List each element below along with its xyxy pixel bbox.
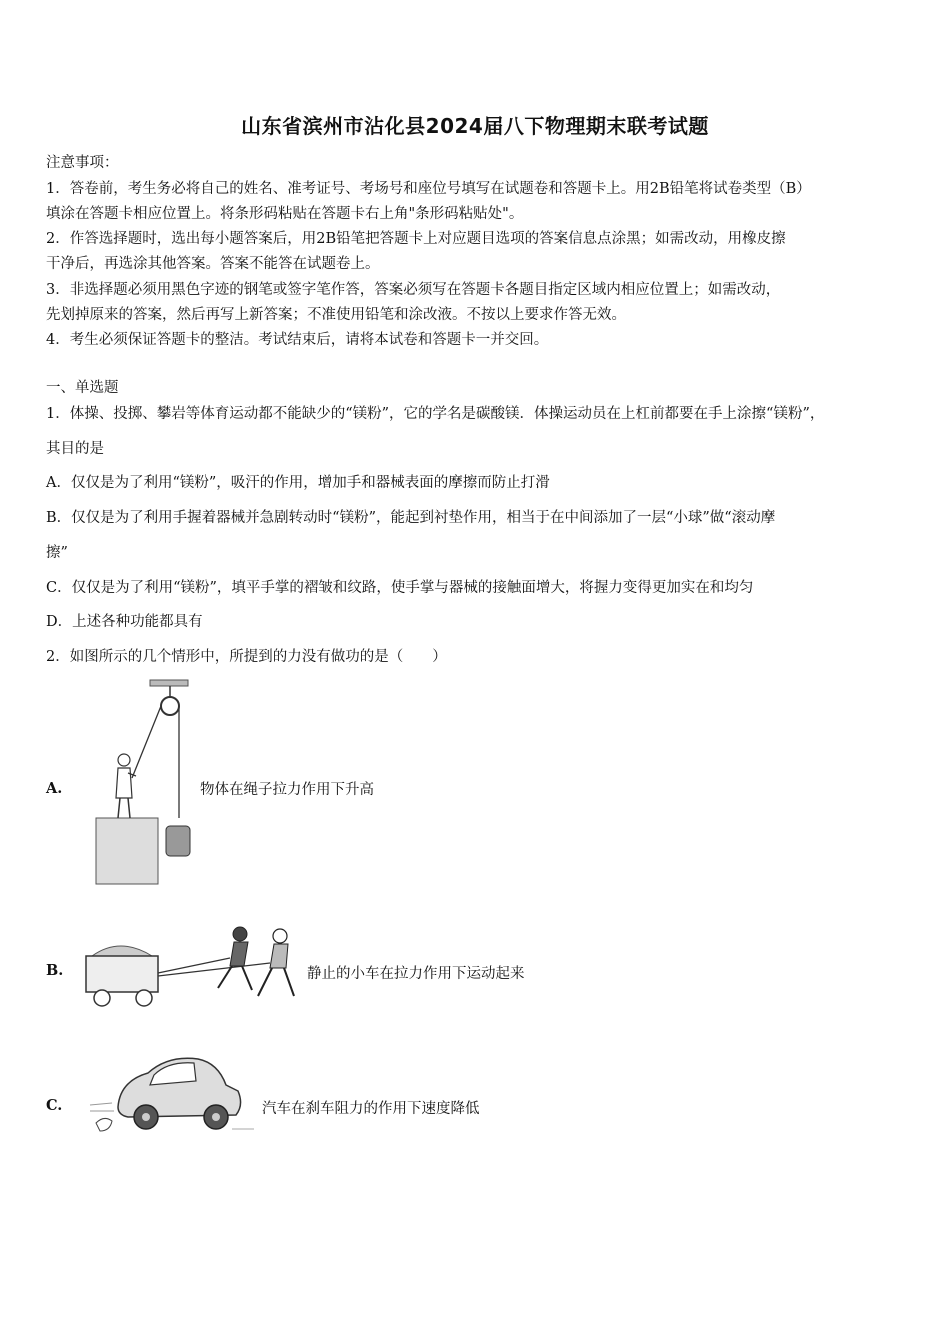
cart-pulling-illustration [80, 918, 300, 1018]
q1-option-b-cont: 擦” [46, 545, 68, 561]
braking-car-illustration [88, 1045, 256, 1137]
notice-heading: 注意事项： [46, 155, 119, 171]
q2-option-a-caption: 物体在绳子拉力作用下升高 [200, 782, 374, 798]
q1-stem-cont: 其目的是 [46, 441, 104, 457]
page-title: 山东省滨州市沾化县2024届八下物理期末联考试题 [241, 114, 709, 138]
q2-option-c-letter: C. [46, 1097, 63, 1114]
notice-line: 填涂在答题卡相应位置上。将条形码粘贴在答题卡右上角"条形码粘贴处"。 [46, 206, 524, 222]
q2-option-a-letter: A. [46, 780, 63, 797]
section-heading: 一、单选题 [46, 380, 119, 396]
notice-line: 干净后，再选涂其他答案。答案不能答在试题卷上。 [46, 256, 380, 272]
pulley-illustration [92, 678, 192, 886]
notice-line: 2．作答选择题时，选出每小题答案后，用2B铅笔把答题卡上对应题目选项的答案信息点涂黑；如需改动，用橡皮擦 [46, 231, 786, 247]
q2-stem: 2．如图所示的几个情形中，所提到的力没有做功的是（ ） [46, 649, 447, 665]
q2-option-c-caption: 汽车在刹车阻力的作用下速度降低 [262, 1101, 480, 1117]
notice-line: 1．答卷前，考生务必将自己的姓名、准考证号、考场号和座位号填写在试题卷和答题卡上。用2B铅笔将试卷类型（B） [46, 181, 811, 197]
q1-option-c: C．仅仅是为了利用“镁粉”，填平手掌的褶皱和纹路，使手掌与器械的接触面增大，将握力变得更加实在和均匀 [46, 580, 754, 596]
q2-option-b-letter: B. [46, 962, 64, 979]
q1-stem: 1．体操、投掷、攀岩等体育运动都不能缺少的“镁粉”，它的学名是碳酸镁．体操运动员在上杠前都要在手上涂擦“镁粉”， [46, 406, 825, 422]
notice-line: 先划掉原来的答案，然后再写上新答案；不准使用铅笔和涂改液。不按以上要求作答无效。 [46, 307, 626, 323]
q1-option-b: B．仅仅是为了利用手握着器械并急剧转动时“镁粉”，能起到衬垫作用，相当于在中间添加了一层“小球”做“滚动摩 [46, 510, 776, 526]
notice-line: 3．非选择题必须用黑色字迹的钢笔或签字笔作答，答案必须写在答题卡各题目指定区域内相应位置上；如需改动， [46, 282, 781, 298]
notice-line: 4．考生必须保证答题卡的整洁。考试结束后，请将本试卷和答题卡一并交回。 [46, 332, 549, 348]
q1-option-a: A．仅仅是为了利用“镁粉”，吸汗的作用，增加手和器械表面的摩擦而防止打滑 [46, 475, 550, 491]
q2-option-b-caption: 静止的小车在拉力作用下运动起来 [307, 966, 525, 982]
q1-option-d: D．上述各种功能都具有 [46, 614, 203, 630]
